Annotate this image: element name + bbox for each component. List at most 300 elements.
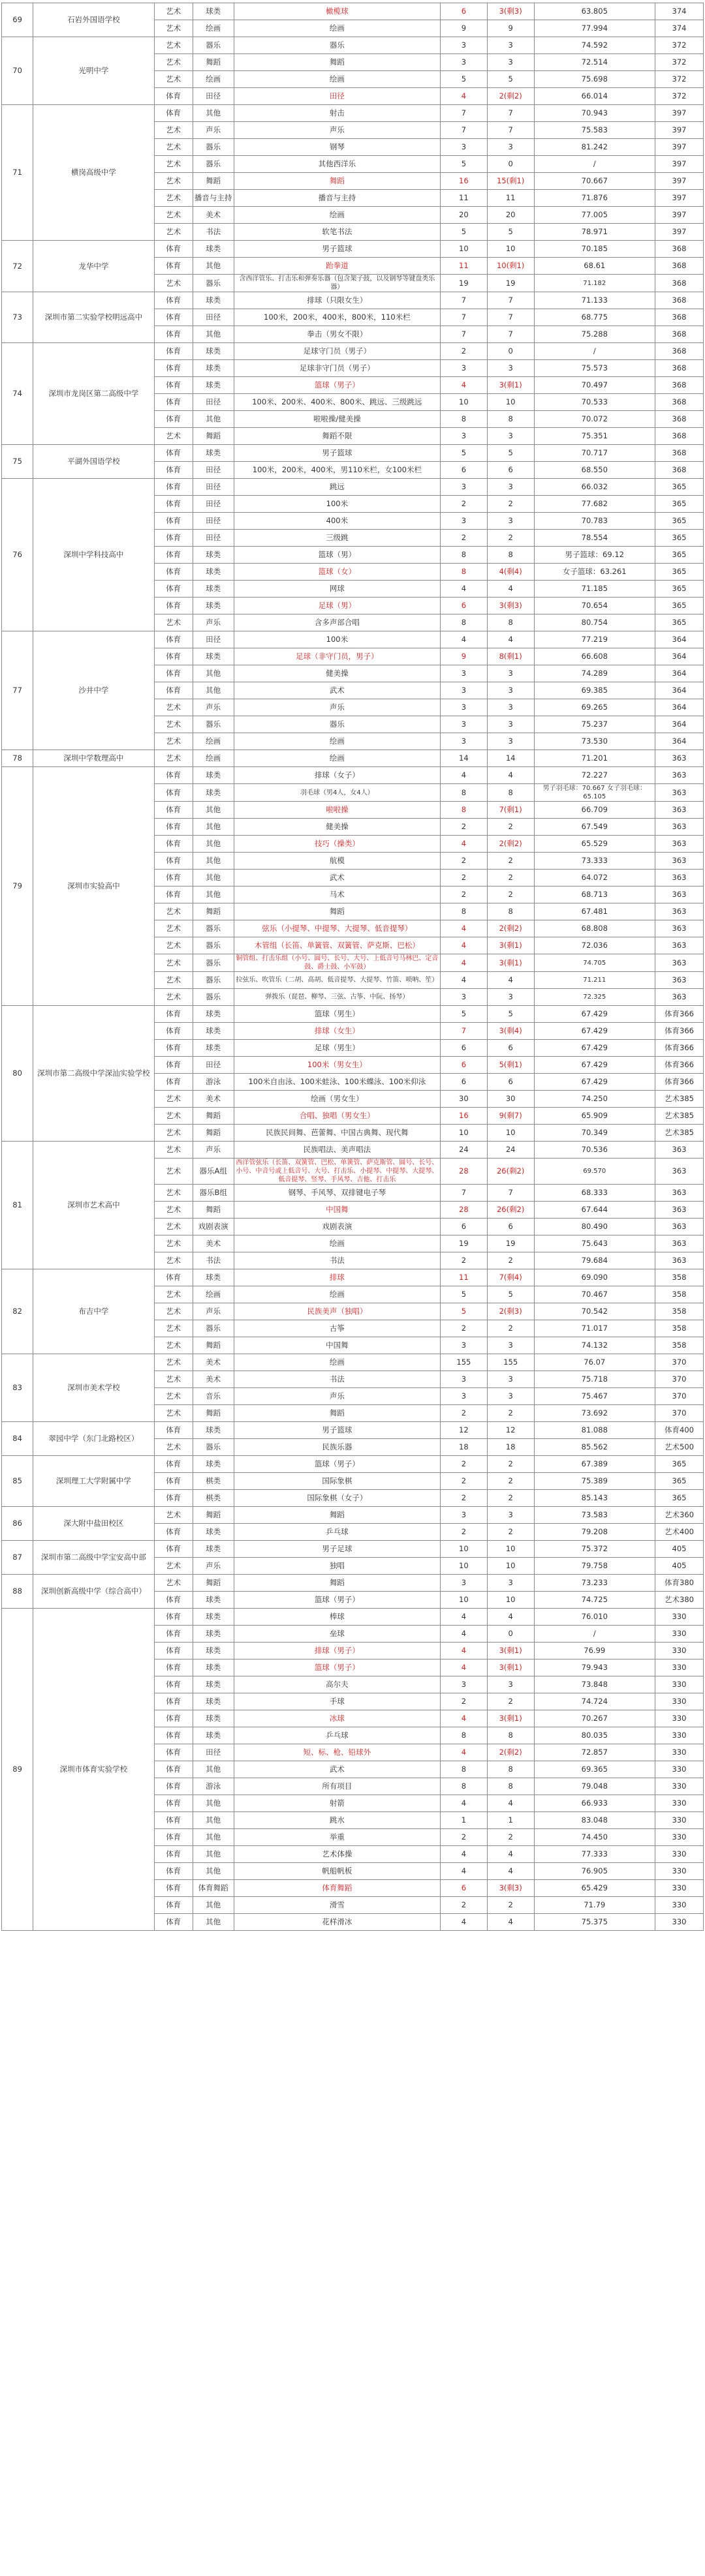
planned-count: 6 (440, 3, 487, 20)
planned-count: 6 (440, 1219, 487, 1235)
lowest-score: 73.530 (534, 733, 655, 750)
lowest-score: 73.333 (534, 853, 655, 870)
sub-category: 其他 (193, 326, 234, 343)
cutoff-score: 364 (655, 733, 703, 750)
admitted-count: 2 (487, 819, 534, 836)
lowest-score: 83.048 (534, 1812, 655, 1829)
school-number: 70 (2, 37, 33, 105)
lowest-score: 67.389 (534, 1456, 655, 1473)
planned-count: 8 (440, 1761, 487, 1778)
admitted-count: 18 (487, 1439, 534, 1456)
school-name: 深圳市艺术高中 (33, 1142, 154, 1269)
lowest-score: 66.608 (534, 648, 655, 665)
cutoff-score: 372 (655, 54, 703, 71)
project-name: 拉弦乐、吹管乐（二胡、高胡、低音提琴、大提琴、竹笛、唢呐、笙） (234, 972, 440, 989)
cutoff-score: 358 (655, 1320, 703, 1337)
cutoff-score: 365 (655, 547, 703, 564)
school-name: 深圳市第二高级中学宝安高中部 (33, 1541, 154, 1575)
project-name: 绘画 (234, 1286, 440, 1303)
category-type: 体育 (154, 309, 193, 326)
admitted-count: 15(剩1) (487, 173, 534, 190)
lowest-score: 77.005 (534, 207, 655, 224)
sub-category: 其他 (193, 1846, 234, 1863)
project-name: 绘画（男女生） (234, 1091, 440, 1108)
cutoff-score: 397 (655, 173, 703, 190)
cutoff-score: 358 (655, 1303, 703, 1320)
table-row (2, 1541, 704, 1558)
category-type: 体育 (154, 1074, 193, 1091)
category-type: 艺术 (154, 54, 193, 71)
planned-count: 2 (440, 530, 487, 547)
admitted-count: 8 (487, 784, 534, 802)
admitted-count: 3(剩3) (487, 3, 534, 20)
project-name: 绘画 (234, 1235, 440, 1252)
admitted-count: 7 (487, 326, 534, 343)
cutoff-score: 370 (655, 1405, 703, 1422)
sub-category: 其他 (193, 682, 234, 699)
admitted-count: 10(剩1) (487, 258, 534, 275)
lowest-score: 81.088 (534, 1422, 655, 1439)
admitted-count: 14 (487, 750, 534, 767)
admitted-count: 12 (487, 1422, 534, 1439)
project-name: 书法 (234, 1371, 440, 1388)
planned-count: 3 (440, 733, 487, 750)
lowest-score: 74.250 (534, 1091, 655, 1108)
planned-count: 3 (440, 479, 487, 496)
category-type: 艺术 (154, 903, 193, 920)
category-type: 体育 (154, 682, 193, 699)
project-name: 绘画 (234, 750, 440, 767)
admitted-count: 7(剩4) (487, 1269, 534, 1286)
cutoff-score: 364 (655, 631, 703, 648)
project-name: 木管组（长笛、单簧管、双簧管、萨克斯、巴松） (234, 937, 440, 954)
category-type: 体育 (154, 836, 193, 853)
lowest-score: 65.429 (534, 1880, 655, 1897)
sub-category: 其他 (193, 836, 234, 853)
category-type: 体育 (154, 1057, 193, 1074)
sub-category: 其他 (193, 1795, 234, 1812)
table-row (2, 1354, 704, 1371)
table-row (2, 1609, 704, 1626)
sub-category: 器乐 (193, 716, 234, 733)
project-name: 足球（男生） (234, 1040, 440, 1057)
category-type: 体育 (154, 1541, 193, 1558)
project-name: 足球非守门员（男子） (234, 360, 440, 377)
cutoff-score: 330 (655, 1710, 703, 1727)
project-name: 武术 (234, 870, 440, 886)
lowest-score: 68.775 (534, 309, 655, 326)
sub-category: 球类 (193, 1643, 234, 1659)
sub-category: 器乐 (193, 937, 234, 954)
admitted-count: 3(剩1) (487, 1643, 534, 1659)
lowest-score: 79.943 (534, 1659, 655, 1676)
planned-count: 8 (440, 1727, 487, 1744)
planned-count: 7 (440, 1023, 487, 1040)
sub-category: 绘画 (193, 20, 234, 37)
planned-count: 10 (440, 1558, 487, 1575)
cutoff-score: 艺术385 (655, 1125, 703, 1142)
admitted-count: 3 (487, 513, 534, 530)
sub-category: 田径 (193, 479, 234, 496)
sub-category: 器乐 (193, 1320, 234, 1337)
sub-category: 器乐 (193, 1439, 234, 1456)
lowest-score: / (534, 343, 655, 360)
project-name: 排球（女子） (234, 767, 440, 784)
admitted-count: 6 (487, 1219, 534, 1235)
lowest-score: 73.848 (534, 1676, 655, 1693)
category-type: 体育 (154, 1609, 193, 1626)
cutoff-score: 358 (655, 1269, 703, 1286)
project-name: 100米、200米、400米、800米、跳远、三级跳远 (234, 394, 440, 411)
category-type: 艺术 (154, 224, 193, 241)
table-row (2, 750, 704, 767)
admitted-count: 4 (487, 1846, 534, 1863)
sub-category: 其他 (193, 1914, 234, 1931)
school-name: 横岗高级中学 (33, 105, 154, 241)
lowest-score: 75.583 (534, 122, 655, 139)
lowest-score: 76.905 (534, 1863, 655, 1880)
project-name: 高尔夫 (234, 1676, 440, 1693)
cutoff-score: 363 (655, 784, 703, 802)
planned-count: 16 (440, 1108, 487, 1125)
project-name: 舞蹈 (234, 54, 440, 71)
project-name: 舞蹈不限 (234, 428, 440, 445)
admitted-count: 4 (487, 972, 534, 989)
planned-count: 4 (440, 1744, 487, 1761)
planned-count: 7 (440, 326, 487, 343)
category-type: 体育 (154, 819, 193, 836)
category-type: 体育 (154, 1456, 193, 1473)
lowest-score: 74.132 (534, 1337, 655, 1354)
cutoff-score: 363 (655, 750, 703, 767)
school-number: 83 (2, 1354, 33, 1422)
category-type: 艺术 (154, 972, 193, 989)
cutoff-score: 330 (655, 1880, 703, 1897)
school-name: 深圳市第二高级中学深汕实验学校 (33, 1006, 154, 1142)
admitted-count: 10 (487, 1558, 534, 1575)
project-name: 国际象棋（女子） (234, 1490, 440, 1507)
admitted-count: 3 (487, 428, 534, 445)
admitted-count: 3(剩3) (487, 1880, 534, 1897)
lowest-score: 66.032 (534, 479, 655, 496)
sub-category: 美术 (193, 1235, 234, 1252)
sub-category: 书法 (193, 224, 234, 241)
planned-count: 6 (440, 462, 487, 479)
lowest-score: 男子羽毛球：70.667 女子羽毛球：65.105 (534, 784, 655, 802)
admitted-count: 3(剩1) (487, 1710, 534, 1727)
planned-count: 3 (440, 360, 487, 377)
project-name: 弦乐（小提琴、中提琴、大提琴、低音提琴） (234, 920, 440, 937)
lowest-score: 71.211 (534, 972, 655, 989)
category-type: 体育 (154, 564, 193, 581)
category-type: 体育 (154, 631, 193, 648)
cutoff-score: 体育400 (655, 1422, 703, 1439)
category-type: 体育 (154, 241, 193, 258)
category-type: 艺术 (154, 1125, 193, 1142)
sub-category: 其他 (193, 802, 234, 819)
lowest-score: 64.072 (534, 870, 655, 886)
project-name: 橄榄球 (234, 3, 440, 20)
admitted-count: 3 (487, 716, 534, 733)
sub-category: 其他 (193, 1829, 234, 1846)
cutoff-score: 365 (655, 1490, 703, 1507)
cutoff-score: 体育380 (655, 1575, 703, 1592)
planned-count: 6 (440, 1040, 487, 1057)
admitted-count: 2 (487, 870, 534, 886)
admitted-count: 2(剩2) (487, 1744, 534, 1761)
project-name: 篮球（男生） (234, 1006, 440, 1023)
category-type: 体育 (154, 1880, 193, 1897)
planned-count: 5 (440, 156, 487, 173)
category-type: 体育 (154, 479, 193, 496)
cutoff-score: 365 (655, 513, 703, 530)
project-name: 足球守门员（男子） (234, 343, 440, 360)
admitted-count: 10 (487, 241, 534, 258)
cutoff-score: 363 (655, 954, 703, 972)
project-name: 100米 (234, 496, 440, 513)
project-name: 跳远 (234, 479, 440, 496)
admitted-count: 1 (487, 1812, 534, 1829)
category-type: 体育 (154, 1846, 193, 1863)
planned-count: 8 (440, 564, 487, 581)
project-name: 射箭 (234, 1795, 440, 1812)
school-name: 沙井中学 (33, 631, 154, 750)
category-type: 艺术 (154, 920, 193, 937)
cutoff-score: 艺术380 (655, 1592, 703, 1609)
category-type: 体育 (154, 445, 193, 462)
cutoff-score: 372 (655, 71, 703, 88)
planned-count: 8 (440, 614, 487, 631)
lowest-score: 74.592 (534, 37, 655, 54)
sub-category: 球类 (193, 1541, 234, 1558)
planned-count: 4 (440, 767, 487, 784)
admitted-count: 3 (487, 1371, 534, 1388)
project-name: 艺术体操 (234, 1846, 440, 1863)
planned-count: 5 (440, 1303, 487, 1320)
admitted-count: 2 (487, 1473, 534, 1490)
planned-count: 7 (440, 105, 487, 122)
category-type: 艺术 (154, 1354, 193, 1371)
category-type: 体育 (154, 1863, 193, 1880)
category-type: 艺术 (154, 190, 193, 207)
project-name: 国际象棋 (234, 1473, 440, 1490)
planned-count: 5 (440, 445, 487, 462)
category-type: 体育 (154, 598, 193, 614)
sub-category: 器乐 (193, 972, 234, 989)
project-name: 跳水 (234, 1812, 440, 1829)
admitted-count: 2 (487, 530, 534, 547)
lowest-score: 78.971 (534, 224, 655, 241)
admitted-count: 4 (487, 1914, 534, 1931)
project-name: 绘画 (234, 1354, 440, 1371)
sub-category: 其他 (193, 105, 234, 122)
project-name: 马术 (234, 886, 440, 903)
sub-category: 器乐 (193, 954, 234, 972)
school-name: 石岩外国语学校 (33, 3, 154, 37)
sub-category: 声乐 (193, 614, 234, 631)
admitted-count: 3 (487, 139, 534, 156)
sub-category: 棋类 (193, 1473, 234, 1490)
category-type: 艺术 (154, 1388, 193, 1405)
project-name: 声乐 (234, 122, 440, 139)
cutoff-score: 330 (655, 1676, 703, 1693)
school-name: 深圳理工大学附属中学 (33, 1456, 154, 1507)
lowest-score: 70.536 (534, 1142, 655, 1159)
sub-category: 球类 (193, 360, 234, 377)
category-type: 体育 (154, 1592, 193, 1609)
category-type: 艺术 (154, 122, 193, 139)
lowest-score: 69.265 (534, 699, 655, 716)
admitted-count: 155 (487, 1354, 534, 1371)
cutoff-score: 397 (655, 190, 703, 207)
planned-count: 11 (440, 190, 487, 207)
admitted-count: 10 (487, 1125, 534, 1142)
planned-count: 4 (440, 1626, 487, 1643)
planned-count: 19 (440, 275, 487, 292)
project-name: 排球 (234, 1269, 440, 1286)
project-name: 网球 (234, 581, 440, 598)
sub-category: 其他 (193, 886, 234, 903)
sub-category: 球类 (193, 1023, 234, 1040)
sub-category: 声乐 (193, 1142, 234, 1159)
lowest-score: 69.385 (534, 682, 655, 699)
category-type: 体育 (154, 1269, 193, 1286)
lowest-score: 74.705 (534, 954, 655, 972)
planned-count: 8 (440, 802, 487, 819)
category-type: 艺术 (154, 20, 193, 37)
sub-category: 其他 (193, 819, 234, 836)
category-type: 艺术 (154, 750, 193, 767)
planned-count: 5 (440, 71, 487, 88)
cutoff-score: 365 (655, 479, 703, 496)
planned-count: 2 (440, 496, 487, 513)
school-name: 深大附中盐田校区 (33, 1507, 154, 1541)
sub-category: 舞蹈 (193, 1405, 234, 1422)
lowest-score: 67.429 (534, 1006, 655, 1023)
project-name: 舞蹈 (234, 1405, 440, 1422)
sub-category: 体育舞蹈 (193, 1880, 234, 1897)
school-number: 75 (2, 445, 33, 479)
cutoff-score: 365 (655, 598, 703, 614)
sub-category: 田径 (193, 513, 234, 530)
lowest-score: 75.467 (534, 1388, 655, 1405)
category-type: 体育 (154, 581, 193, 598)
table-row (2, 767, 704, 784)
lowest-score: 70.267 (534, 1710, 655, 1727)
sub-category: 舞蹈 (193, 903, 234, 920)
school-number: 71 (2, 105, 33, 241)
category-type: 艺术 (154, 1185, 193, 1202)
category-type: 体育 (154, 1040, 193, 1057)
project-name: 西洋管弦乐（长笛、双簧管、巴松、单簧管、萨克斯管、圆号、长号、小号、中音号或上低音号、大号、打击乐、小提琴、中提琴、大提琴、低音提琴、竖琴、手风琴、吉他、打击乐 (234, 1159, 440, 1185)
category-type: 艺术 (154, 1252, 193, 1269)
project-name: 绘画 (234, 20, 440, 37)
lowest-score: 75.351 (534, 428, 655, 445)
cutoff-score: 363 (655, 853, 703, 870)
lowest-score: 81.242 (534, 139, 655, 156)
sub-category: 球类 (193, 377, 234, 394)
sub-category: 球类 (193, 1592, 234, 1609)
planned-count: 6 (440, 598, 487, 614)
school-number: 79 (2, 767, 33, 1006)
cutoff-score: 368 (655, 394, 703, 411)
admitted-count: 3 (487, 37, 534, 54)
category-type: 体育 (154, 1897, 193, 1914)
category-type: 体育 (154, 1643, 193, 1659)
category-type: 艺术 (154, 275, 193, 292)
project-name: 武术 (234, 682, 440, 699)
planned-count: 4 (440, 937, 487, 954)
category-type: 艺术 (154, 1219, 193, 1235)
sub-category: 球类 (193, 1727, 234, 1744)
project-name: 器乐 (234, 716, 440, 733)
cutoff-score: 397 (655, 139, 703, 156)
admitted-count: 3 (487, 1575, 534, 1592)
project-name: 篮球（男） (234, 547, 440, 564)
lowest-score: 71.017 (534, 1320, 655, 1337)
school-number: 78 (2, 750, 33, 767)
category-type: 体育 (154, 343, 193, 360)
lowest-score: 70.533 (534, 394, 655, 411)
category-type: 体育 (154, 513, 193, 530)
cutoff-score: 艺术360 (655, 1507, 703, 1524)
project-name: 绘画 (234, 733, 440, 750)
planned-count: 10 (440, 1592, 487, 1609)
planned-count: 4 (440, 920, 487, 937)
planned-count: 3 (440, 1337, 487, 1354)
lowest-score: 67.481 (534, 903, 655, 920)
planned-count: 28 (440, 1202, 487, 1219)
admitted-count: 9(剩7) (487, 1108, 534, 1125)
school-name: 深圳市龙岗区第二高级中学 (33, 343, 154, 445)
planned-count: 2 (440, 1897, 487, 1914)
category-type: 体育 (154, 1676, 193, 1693)
sub-category: 田径 (193, 462, 234, 479)
sub-category: 戏剧表演 (193, 1219, 234, 1235)
admitted-count: 3 (487, 1388, 534, 1405)
lowest-score: / (534, 1626, 655, 1643)
admitted-count: 4 (487, 1863, 534, 1880)
project-name: 戏剧表演 (234, 1219, 440, 1235)
planned-count: 6 (440, 1880, 487, 1897)
cutoff-score: 363 (655, 1252, 703, 1269)
cutoff-score: 368 (655, 343, 703, 360)
project-name: 啦啦操 (234, 802, 440, 819)
cutoff-score: 363 (655, 1235, 703, 1252)
admitted-count: 3 (487, 1337, 534, 1354)
planned-count: 10 (440, 1541, 487, 1558)
planned-count: 11 (440, 1269, 487, 1286)
admitted-count: 8 (487, 411, 534, 428)
project-name: 器乐 (234, 37, 440, 54)
project-name: 男子足球 (234, 1541, 440, 1558)
category-type: 体育 (154, 1812, 193, 1829)
sub-category: 声乐 (193, 1303, 234, 1320)
school-name: 深圳市体育实验学校 (33, 1609, 154, 1931)
cutoff-score: 358 (655, 1337, 703, 1354)
admitted-count: 0 (487, 343, 534, 360)
admitted-count: 24 (487, 1142, 534, 1159)
planned-count: 2 (440, 1473, 487, 1490)
planned-count: 2 (440, 1456, 487, 1473)
table-row (2, 343, 704, 360)
lowest-score: 66.014 (534, 88, 655, 105)
school-name: 深圳中学数理高中 (33, 750, 154, 767)
sub-category: 游泳 (193, 1074, 234, 1091)
category-type: 艺术 (154, 1320, 193, 1337)
lowest-score: 85.143 (534, 1490, 655, 1507)
school-number: 77 (2, 631, 33, 750)
